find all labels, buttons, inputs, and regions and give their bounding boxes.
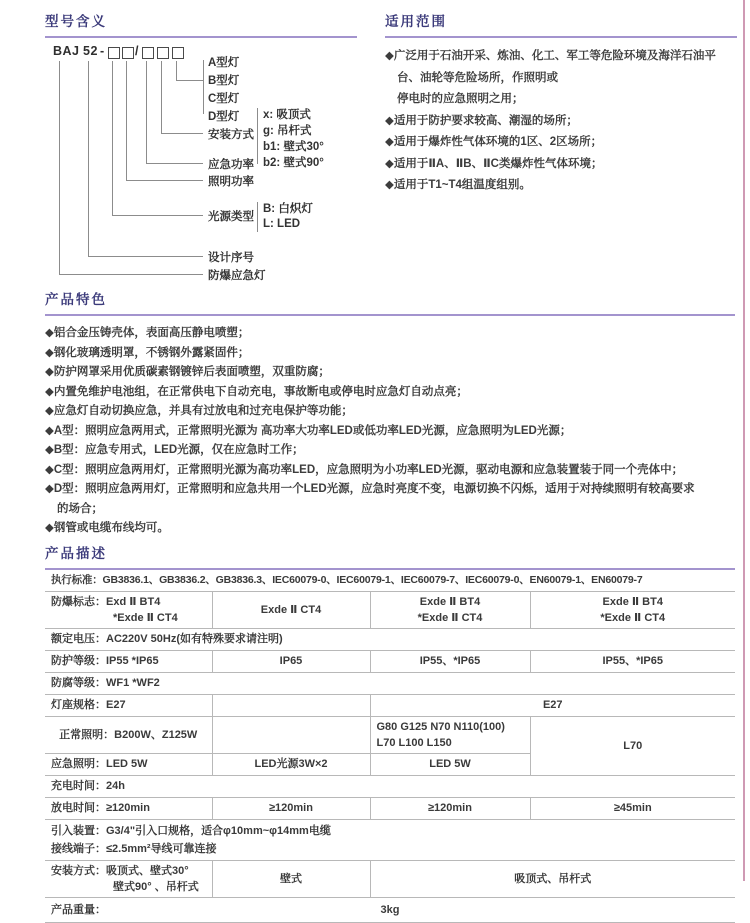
cell-value: ≥120min [106,802,150,814]
source-option-l: L: LED [263,218,301,230]
cell-value: LED光源3W×2 [212,754,370,776]
label-source-type: 光源类型 [208,211,254,223]
section-title-features: 产品特色 [45,288,735,316]
row-label: 防腐等级： [51,677,106,689]
scope-line: ◆适用于ⅡA、ⅡB、ⅡC类爆炸性气体环境； [385,157,603,170]
row-label: 防爆标志： [51,596,106,608]
feature-line: ◆D型：照明应急两用灯，正常照明和应急共用一个LED光源，应急时亮度不变，电源切换不闪烁，适用于对持续照明有较高要求 [45,483,695,495]
model-code-slash: / [135,44,139,58]
row-label: 引入装置： [51,825,106,837]
row-label: 执行标准： [51,574,103,586]
code-box-3 [142,47,154,59]
cell-value: *Exde Ⅱ CT4 [113,612,178,624]
connector-line [161,133,203,134]
label-lamp-type-a: A型灯 [208,57,240,69]
cell-value: Exde Ⅱ CT4 [212,592,370,629]
install-option-g: g: 吊杆式 [263,125,312,137]
row-value: 3kg [380,903,400,916]
connector-line [126,180,203,181]
model-meaning-section [45,10,357,296]
cell-value: B200W、Z125W [114,728,198,741]
table-row [45,695,735,717]
scope-line: ◆适用于防护要求较高、潮湿的场所； [385,114,578,127]
table-row [45,776,735,798]
cell-value: LED 5W [106,758,148,770]
section-title-scope: 适用范围 [385,10,737,38]
model-code-dash: - [100,44,105,58]
cell-value: L70 L100 L150 [376,737,452,749]
label-emergency-power: 应急功率 [208,159,254,171]
connector-line [88,61,89,257]
scope-line: ◆适用于T1~T4组温度组别。 [385,179,531,191]
feature-line: ◆C型：照明应急两用灯，正常照明光源为高功率LED，应急照明为小功率LED光源，驱动电源和应急装置装于同一个壳体中； [45,463,684,476]
table-row [45,651,735,673]
cell-value: *Exde Ⅱ CT4 [600,612,666,624]
table-row [45,798,735,820]
model-code-prefix: BAJ [53,44,80,58]
feature-line: ◆B型：应急专用式，LED光源，仅在应急时工作； [45,444,304,456]
scope-line: ◆适用于爆炸性气体环境的1区、2区场所； [385,136,603,148]
connector-line [112,61,113,216]
cell-value: IP55、*IP65 [530,651,735,673]
scope-line: 停电时的应急照明之用； [397,93,524,105]
cell-value: LED 5W [370,754,530,776]
spec-table [45,570,735,923]
label-lamp-type-b: B型灯 [208,75,240,87]
cell-value: 壁式90° 、吊杆式 [113,881,199,893]
row-value: G3/4"引入口规格，适合φ10mm~φ14mm电缆 [106,825,331,837]
feature-line: ◆钢化玻璃透明罩，不锈钢外露紧固件； [45,346,250,359]
row-label: 防护等级： [51,655,106,667]
install-option-x: x: 吸顶式 [263,109,311,121]
feature-line: ◆内置免维护电池组，在正常供电下自动充电，事故断电或停电时应急灯自动点亮； [45,385,468,398]
table-row [45,820,735,861]
scope-line: ◆广泛用于石油开采、炼油、化工、军工等危险环境及海洋石油平 [385,50,716,62]
cell-value: 吸顶式、壁式30° [106,865,189,877]
feature-lines [45,324,735,539]
label-product-name: 防爆应急灯 [208,270,266,282]
connector-line [126,61,127,181]
cell-value: Exde Ⅱ BT4 [419,596,481,608]
section-title-model: 型号含义 [45,10,357,38]
install-option-b1: b1: 壁式30° [263,141,324,153]
connector-line [146,61,147,164]
table-row [45,861,735,898]
feature-line: 的场合； [57,502,103,515]
table-row [45,570,735,592]
row-label: 灯座规格： [51,699,106,711]
cell-value: E27 [370,695,735,717]
model-code-series: 52 [83,44,98,58]
scope-line: 台、油轮等危险场所，作照明或 [397,71,558,84]
install-option-b2: b2: 壁式90° [263,157,324,169]
product-description-section [45,542,735,923]
connector-line [176,80,203,81]
model-diagram [45,44,357,296]
cell-value: *Exde Ⅱ CT4 [417,612,483,624]
scope-lines [385,46,737,197]
cell-value: ≥120min [370,798,530,820]
label-lighting-power: 照明功率 [208,176,254,188]
row-value: WF1 *WF2 [106,677,160,689]
connector-line [112,215,203,216]
table-row [45,717,735,754]
label-design-serial: 设计序号 [208,252,254,264]
row-label: 安装方式： [51,865,106,877]
label-lamp-type-d: D型灯 [208,111,240,123]
row-value: AC220V 50Hz(如有特殊要求请注明) [106,633,283,645]
cell-value: ≥45min [530,798,735,820]
cell-value: L70 [530,717,735,776]
application-scope-section [385,10,737,197]
table-row [45,629,735,651]
row-label: 正常照明： [59,728,115,741]
feature-line: ◆防护网罩采用优质碳素钢镀锌后表面喷塑，双重防腐； [45,366,330,378]
connector-line [59,61,60,275]
feature-line: ◆铝合金压铸壳体，表面高压静电喷塑； [45,327,250,339]
cell-value: Exd Ⅱ BT4 [106,596,161,608]
connector-line [88,256,203,257]
code-box-4 [157,47,169,59]
lamp-type-bracket [203,60,204,114]
connector-line [176,61,177,81]
source-option-b: B: 白炽灯 [263,203,313,215]
connector-line [146,163,203,164]
table-row [45,673,735,695]
cell-value: ≥120min [212,798,370,820]
section-title-description: 产品描述 [45,542,735,570]
label-install-method: 安装方式 [208,129,254,141]
row-label: 额定电压： [51,633,106,645]
table-row [45,592,735,629]
row-label: 产品重量： [51,903,106,916]
code-box-2 [122,47,134,59]
connector-line [161,61,162,134]
connector-line [59,274,203,275]
row-label: 接线端子： [51,843,106,855]
install-options-bracket [257,108,258,164]
page-right-border-rule [743,0,745,881]
table-row [45,898,735,923]
row-label: 充电时间： [51,780,106,792]
feature-line: ◆A型：照明应急两用式，正常照明光源为 高功率大功率LED或低功率LED光源，应急照明为LED光源； [45,424,572,437]
code-box-1 [108,47,120,59]
row-value: GB3836.1、GB3836.2、GB3836.3、IEC60079-0、IEC60079-1、IEC60079-7、IEC60079-0、EN60079-1、EN60079-7 [102,574,643,586]
feature-line: ◆钢管或电缆布线均可。 [45,522,169,534]
row-label: 放电时间： [51,802,106,814]
label-lamp-type-c: C型灯 [208,93,240,105]
source-options-bracket [257,202,258,232]
cell-value: E27 [106,699,126,711]
row-value: ≤2.5mm²导线可靠连接 [106,843,217,855]
row-value: 24h [106,780,125,792]
product-features-section [45,288,735,539]
cell-value: Exde Ⅱ BT4 [602,596,663,608]
code-box-5 [172,47,184,59]
cell-value: G80 G125 N70 N110(100) [376,721,505,733]
cell-value: IP65 [212,651,370,673]
cell-value: 壁式 [212,861,370,898]
cell-value: IP55、*IP65 [370,651,530,673]
row-label: 应急照明： [51,758,106,770]
feature-line: ◆应急灯自动切换应急，并具有过放电和过充电保护等功能； [45,405,353,417]
cell-value: IP55 *IP65 [106,655,159,667]
cell-value: 吸顶式、吊杆式 [370,861,735,898]
